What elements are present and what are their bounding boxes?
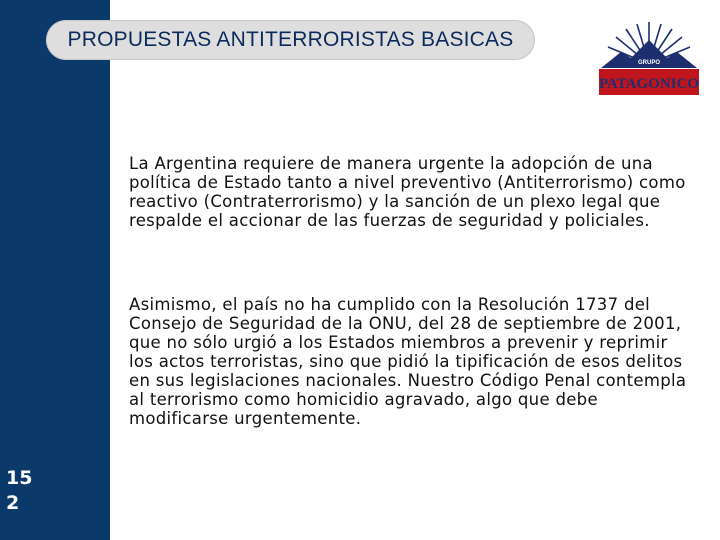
logo-graphic bbox=[591, 18, 707, 98]
grupo-patagonico-logo bbox=[591, 18, 707, 98]
logo-brand-text: PATAGONICO bbox=[599, 76, 699, 92]
left-sidebar-bar bbox=[0, 0, 110, 540]
title-banner bbox=[46, 20, 535, 60]
body-paragraph-1: La Argentina requiere de manera urgente la adopción de una política de Estado tanto a nivel preventivo (Antiterrorismo) como reactivo (Contraterrorismo) y la sanción de un plexo legal que respalde el accionar de las fuerzas de seguridad y policiales. bbox=[129, 154, 686, 230]
slide-title: PROPUESTAS ANTITERRORISTAS BASICAS bbox=[67, 28, 514, 51]
body-paragraph-2: Asimismo, el país no ha cumplido con la Resolución 1737 del Consejo de Seguridad de la ONU, del 28 de septiembre de 2001, que no sólo urgió a los Estados miembros a prevenir y reprimir los actos terroristas, sino que pidió la tipificación de esos delitos en sus legislaciones nacionales. Nuestro Código Penal contempla al terrorismo como homicidio agravado, algo que debe modificarse urgentemente. bbox=[129, 295, 687, 428]
slide-page-number: 15 2 bbox=[6, 467, 33, 514]
logo-small-text: GRUPO bbox=[637, 60, 661, 66]
